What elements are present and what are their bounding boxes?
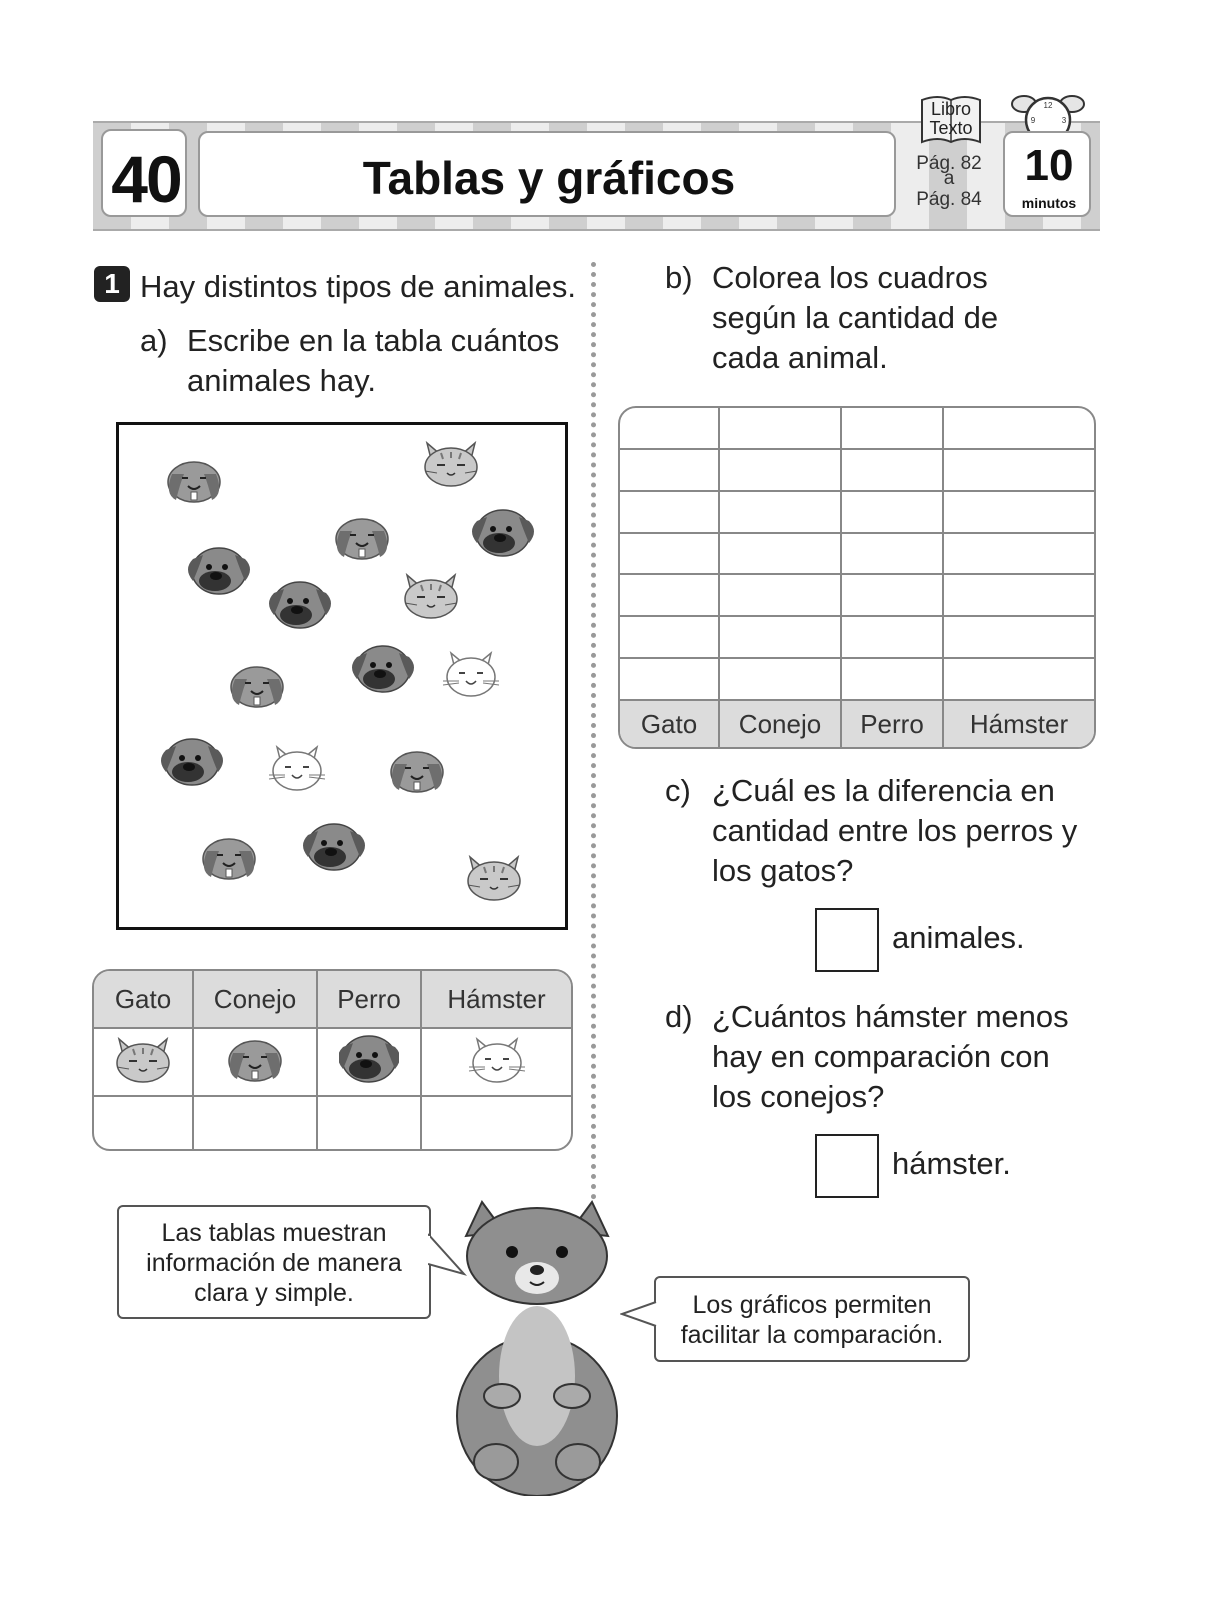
cat-icon: [468, 857, 520, 900]
graph-cell[interactable]: [720, 492, 842, 534]
page-to: Pág. 84: [916, 189, 982, 210]
graph-cell[interactable]: [720, 575, 842, 617]
item-c-line2: cantidad entre los perros y: [712, 813, 1078, 848]
item-d-line1: ¿Cuántos hámster menos: [712, 999, 1069, 1034]
column-divider: [591, 262, 596, 1200]
item-c-line3: los gatos?: [712, 853, 854, 888]
graph-row: [620, 534, 1094, 576]
speech-bubble-right: [654, 1276, 970, 1362]
graph-row: [620, 408, 1094, 450]
item-b-line2: según la cantidad de: [712, 300, 999, 335]
item-c-line1: ¿Cuál es la diferencia en: [712, 773, 1055, 808]
cat-mascot-illustration: [446, 1196, 628, 1496]
svg-text:12: 12: [1043, 101, 1053, 110]
answer-box-d[interactable]: [815, 1134, 879, 1198]
count-answer-gato[interactable]: [94, 1097, 194, 1149]
graph-cell[interactable]: [944, 408, 1094, 450]
dog-icon: [161, 739, 223, 785]
graph-cell[interactable]: [720, 617, 842, 659]
page-from: Pág. 82: [916, 153, 982, 174]
dog-icon: [352, 646, 414, 692]
graph-cell[interactable]: [842, 408, 944, 450]
graph-cell[interactable]: [842, 575, 944, 617]
rabbit-icon: [231, 667, 283, 707]
item-a-label: a): [140, 323, 168, 358]
graph-cell[interactable]: [720, 659, 842, 701]
item-a-line2: animales hay.: [187, 363, 376, 398]
graph-cell[interactable]: [720, 534, 842, 576]
graph-cell[interactable]: [842, 659, 944, 701]
item-d-line2: hay en comparación con: [712, 1039, 1050, 1074]
graph-row: [620, 659, 1094, 701]
graph-cell[interactable]: [620, 450, 720, 492]
item-d-line3: los conejos?: [712, 1079, 885, 1114]
count-answer-conejo[interactable]: [194, 1097, 318, 1149]
count-table: [92, 969, 573, 1151]
graph-row: [620, 617, 1094, 659]
graph-label-hamster: Hámster: [944, 701, 1094, 747]
item-d-label: d): [665, 999, 693, 1034]
graph-cell[interactable]: [720, 450, 842, 492]
speech-bubble-left: [117, 1205, 431, 1319]
answer-d-suffix: hámster.: [892, 1146, 1011, 1181]
count-header-perro: Perro: [318, 971, 422, 1029]
graph-cell[interactable]: [842, 617, 944, 659]
dog-icon: [303, 824, 365, 870]
rabbit-icon: [391, 752, 443, 792]
graph-label-perro: Perro: [842, 701, 944, 747]
hamster-icon: [422, 1029, 571, 1097]
graph-cell[interactable]: [944, 492, 1094, 534]
bubble-left-line3: clara y simple.: [194, 1279, 354, 1307]
dog-icon: [269, 582, 331, 628]
dog-icon: [318, 1029, 422, 1097]
rabbit-icon: [336, 519, 388, 559]
timer-box: [1003, 131, 1091, 217]
item-c-label: c): [665, 773, 691, 808]
item-b-line3: cada animal.: [712, 340, 888, 375]
rabbit-icon: [194, 1029, 318, 1097]
lesson-number: 40: [111, 142, 181, 216]
cat-icon: [94, 1029, 194, 1097]
svg-text:3: 3: [1061, 116, 1067, 125]
hamster-icon: [443, 653, 499, 696]
dog-icon: [188, 548, 250, 594]
graph-row: [620, 575, 1094, 617]
timer-value: 10: [1024, 141, 1074, 190]
graph-cell[interactable]: [944, 659, 1094, 701]
answer-c-suffix: animales.: [892, 920, 1025, 955]
bubble-right-line1: Los gráficos permiten: [692, 1291, 932, 1319]
item-a-line1: Escribe en la tabla cuántos: [187, 323, 560, 358]
count-header-hamster: Hámster: [422, 971, 571, 1029]
graph-cell[interactable]: [842, 534, 944, 576]
rabbit-icon: [168, 462, 220, 502]
rabbit-icon: [203, 839, 255, 879]
graph-cell[interactable]: [944, 575, 1094, 617]
timer-unit: minutos: [1021, 195, 1077, 211]
page-title: Tablas y gráficos: [362, 152, 736, 204]
item-b-label: b): [665, 260, 693, 295]
graph-row: [620, 450, 1094, 492]
graph-cell[interactable]: [944, 534, 1094, 576]
bubble-left-line1: Las tablas muestran: [161, 1219, 387, 1247]
graph-cell[interactable]: [620, 575, 720, 617]
hamster-icon: [269, 747, 325, 790]
graph-cell[interactable]: [842, 450, 944, 492]
question-intro: Hay distintos tipos de animales.: [140, 269, 576, 304]
count-answer-perro[interactable]: [318, 1097, 422, 1149]
animals-picture: [119, 425, 565, 927]
cat-icon: [425, 443, 477, 486]
graph-cell[interactable]: [944, 450, 1094, 492]
cat-icon: [405, 575, 457, 618]
bubble-left-line2: información de manera: [146, 1249, 402, 1277]
graph-cell[interactable]: [720, 408, 842, 450]
question-number-badge: 1: [94, 266, 130, 302]
answer-box-c[interactable]: [815, 908, 879, 972]
book-label-line1: Libro: [930, 99, 972, 119]
bar-graph-grid: [618, 406, 1096, 749]
graph-cell[interactable]: [620, 408, 720, 450]
graph-cell[interactable]: [842, 492, 944, 534]
lesson-number-box: [101, 129, 187, 217]
dog-icon: [472, 510, 534, 556]
page-separator: a: [943, 168, 955, 189]
item-b-line1: Colorea los cuadros: [712, 260, 988, 295]
graph-cell[interactable]: [620, 659, 720, 701]
count-header-conejo: Conejo: [194, 971, 318, 1029]
count-header-gato: Gato: [94, 971, 194, 1029]
animals-picture-frame: [116, 422, 568, 930]
count-answer-hamster[interactable]: [422, 1097, 571, 1149]
graph-cell[interactable]: [620, 617, 720, 659]
graph-row: [620, 492, 1094, 534]
graph-label-conejo: Conejo: [720, 701, 842, 747]
book-label-line2: Texto: [929, 118, 973, 138]
graph-cell[interactable]: [944, 617, 1094, 659]
svg-text:9: 9: [1030, 116, 1036, 125]
bubble-right-line2: facilitar la comparación.: [680, 1321, 944, 1349]
title-box: [198, 131, 896, 217]
graph-cell[interactable]: [620, 534, 720, 576]
graph-cell[interactable]: [620, 492, 720, 534]
book-pages-box: [908, 131, 990, 217]
graph-label-gato: Gato: [620, 701, 720, 747]
